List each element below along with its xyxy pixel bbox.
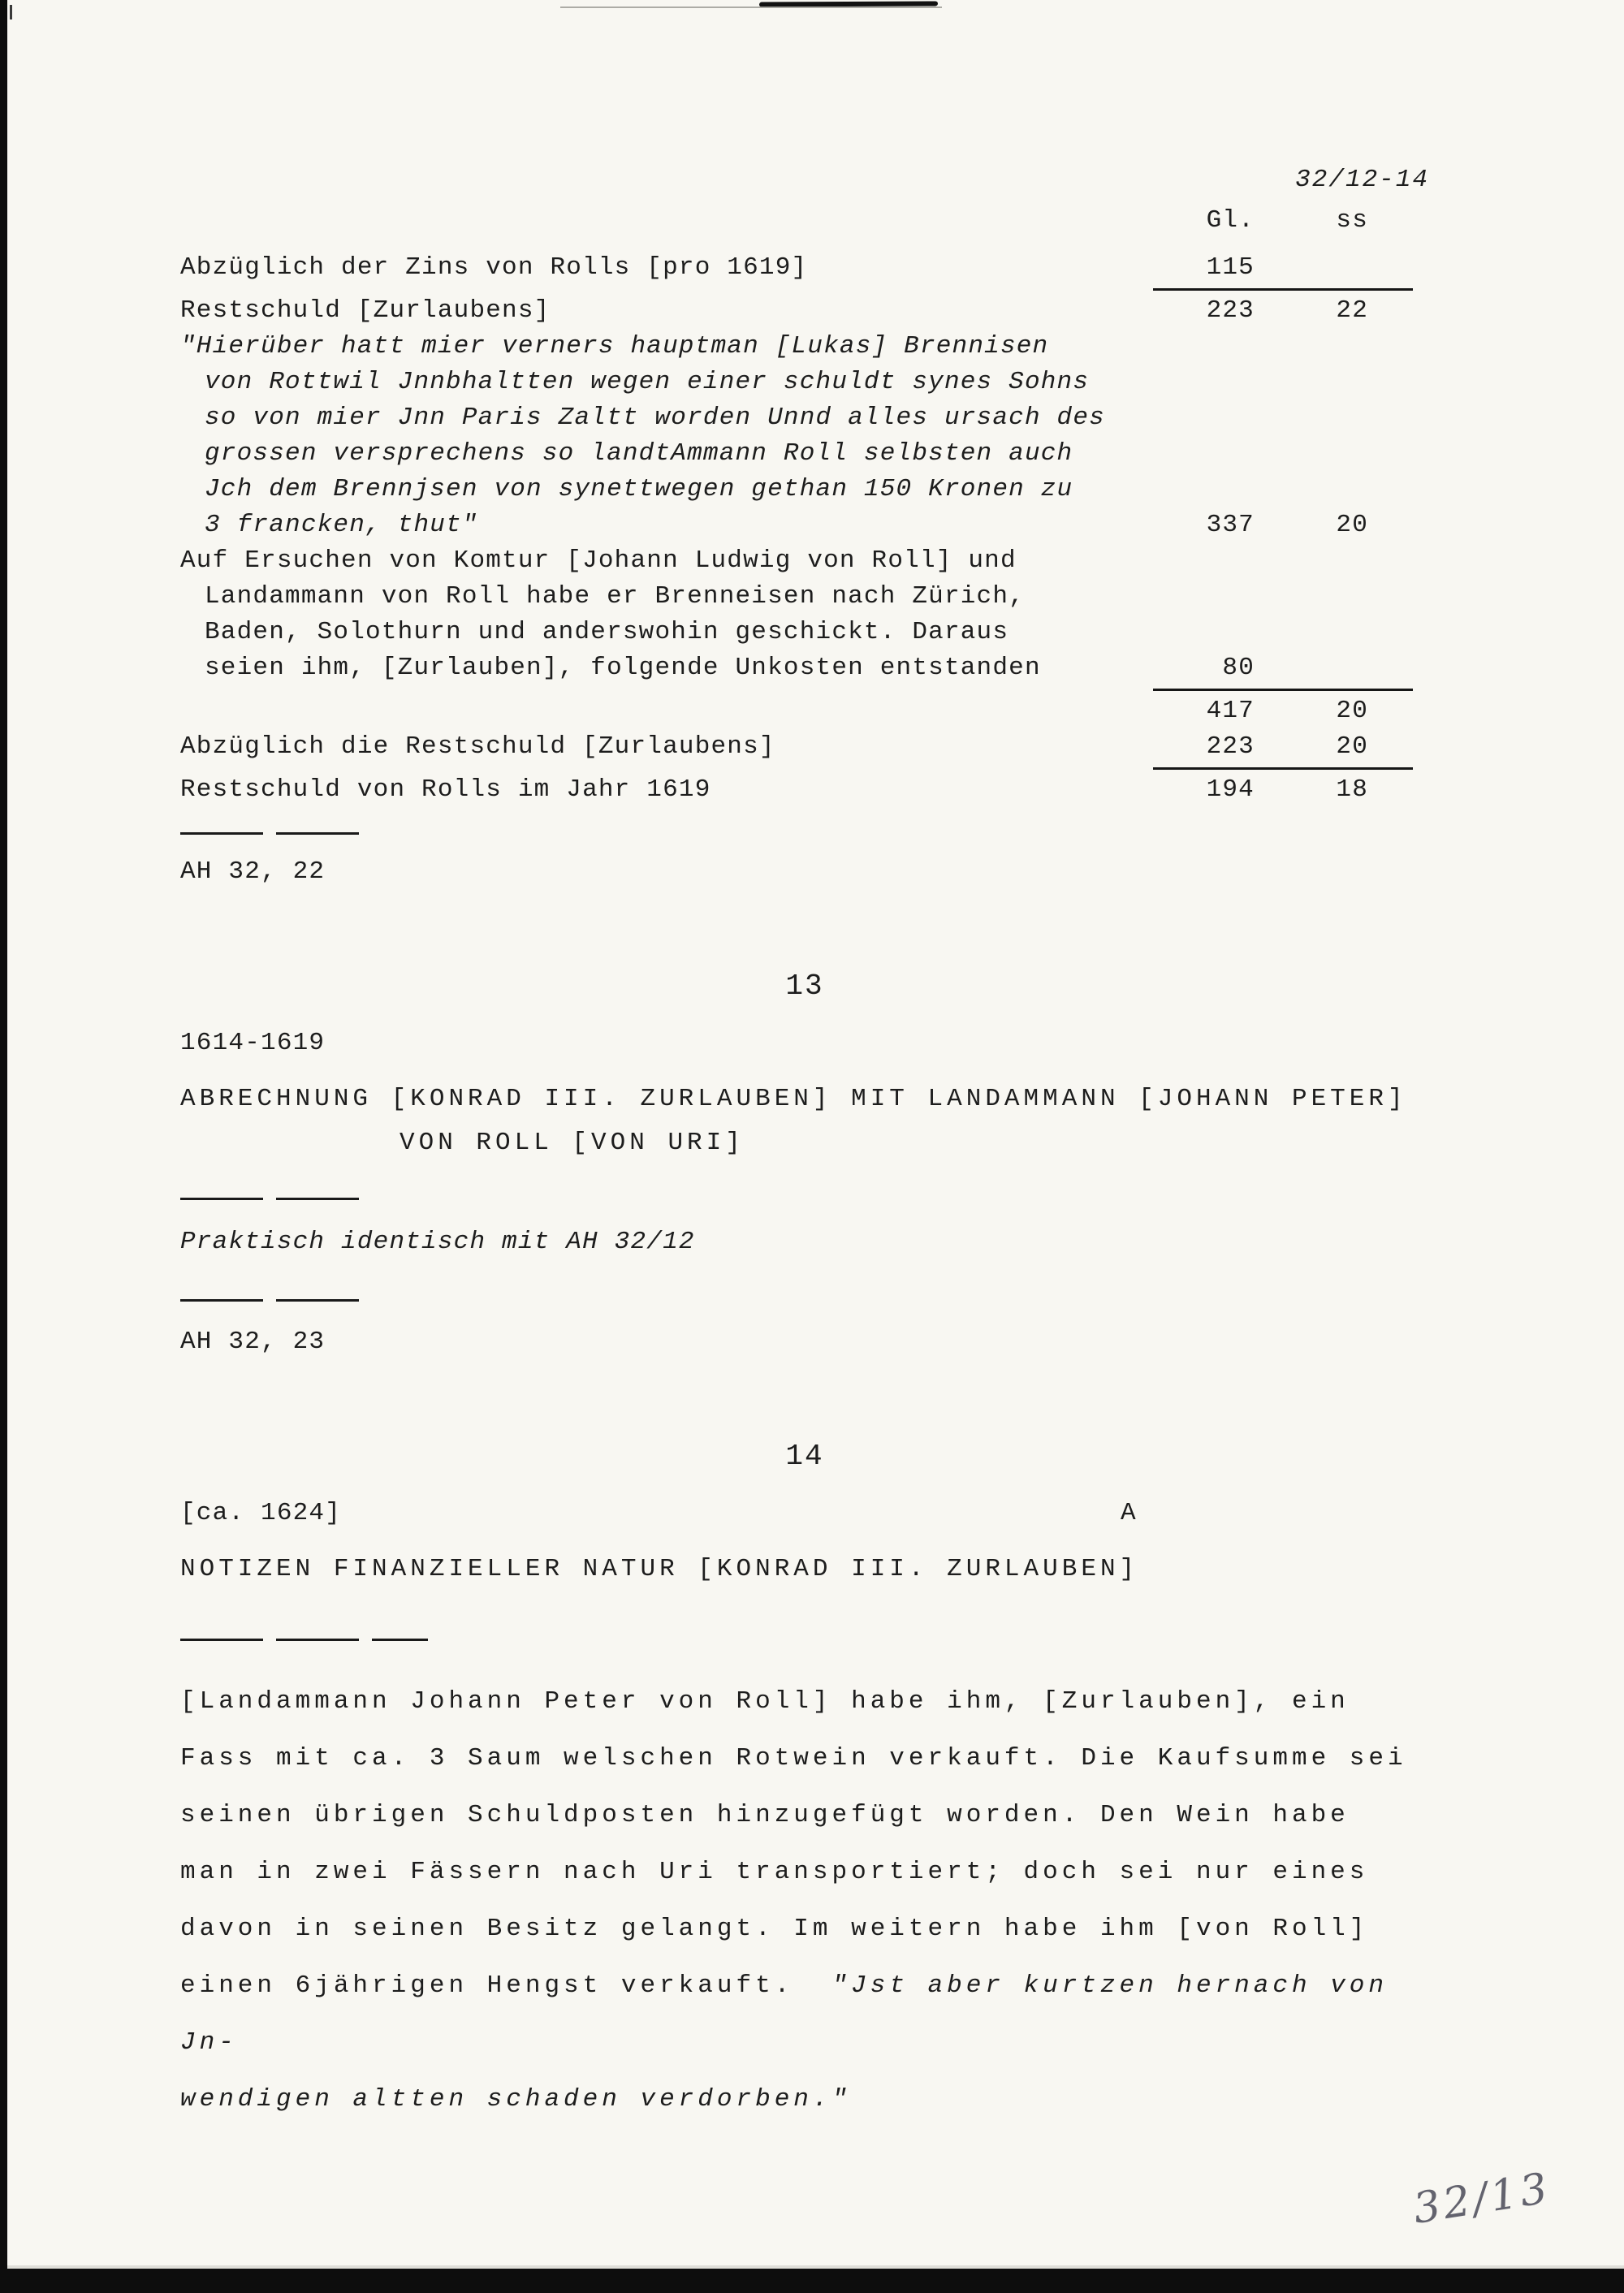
ledger-text-line: seien ihm, [Zurlauben], folgende Unkosten entstanden xyxy=(205,654,1041,682)
ledger-ss-value: 20 xyxy=(1336,511,1368,539)
ledger-gl-value: 223 xyxy=(1206,732,1255,761)
sum-rule xyxy=(1153,689,1413,691)
text-segment: man in zwei Fässern nach Uri transportiert; doch sei nur eines xyxy=(180,1858,1369,1886)
scan-artifact-corner xyxy=(10,5,12,19)
source-citation-ah-32-22: AH 32, 22 xyxy=(180,857,326,886)
ledger-text-line: Abzüglich der Zins von Rolls [pro 1619] xyxy=(180,253,808,282)
ledger-text-line: "Hierüber hatt mier verners hauptman [Lukas] Brennisen xyxy=(180,332,1049,361)
ledger-text-line: so von mier Jnn Paris Zaltt worden Unnd alles ursach des xyxy=(205,404,1105,432)
ledger-entry-text xyxy=(180,329,1149,543)
divider-dashes xyxy=(180,832,365,835)
quoted-text-segment: "Jst aber kurtzen hernach von Jn- xyxy=(180,1971,1407,2057)
body-text-line xyxy=(180,1958,1429,2071)
handwritten-page-number: 32/13 xyxy=(1410,2164,1554,2234)
section-13-number: 13 xyxy=(785,969,824,1003)
section-14-date-line xyxy=(180,1496,1429,1531)
ledger-entry-text xyxy=(180,250,1149,286)
section-13-title-line2: VON ROLL [VON URI] xyxy=(400,1129,745,1157)
section-14-body xyxy=(180,1673,1429,2128)
ledger-text-line: Jch dem Brennjsen von synettwegen gethan 150 Kronen zu xyxy=(205,475,1073,503)
scan-edge-bottom xyxy=(0,2269,1624,2293)
body-text-line xyxy=(180,1787,1429,1844)
text-segment: [Landammann Johann Peter von Roll] habe ihm, [Zurlauben], ein xyxy=(180,1687,1350,1716)
ledger-entry xyxy=(180,772,1429,808)
ledger-entry-text xyxy=(180,772,1149,808)
ledger-column-headers xyxy=(180,203,1429,239)
ledger-text-line: grossen versprechens so landtAmmann Roll selbsten auch xyxy=(205,439,1073,468)
sum-rule xyxy=(1153,767,1413,770)
text-segment: Fass mit ca. 3 Saum welschen Rotwein verkauft. Die Kaufsumme sei xyxy=(180,1744,1407,1773)
ledger-text-line: Baden, Solothurn und anderswohin geschickt. Daraus xyxy=(205,618,1009,646)
col-header-gl: Gl. xyxy=(1206,206,1255,235)
ledger-text-line: Restschuld [Zurlaubens] xyxy=(180,296,551,325)
body-text-line xyxy=(180,1673,1429,1730)
divider-dashes xyxy=(180,1198,365,1200)
ledger-text-line: Auf Ersuchen von Komtur [Johann Ludwig von Roll] und xyxy=(180,546,1017,575)
source-citation-ah-32-23: AH 32, 23 xyxy=(180,1328,326,1356)
sum-rule xyxy=(1153,288,1413,291)
text-segment: einen 6jährigen Hengst verkauft. xyxy=(180,1971,832,2000)
ledger-text-line: 3 francken, thut" xyxy=(205,511,478,539)
divider-dashes xyxy=(180,1639,428,1641)
ledger-text-line: von Rottwil Jnnbhaltten wegen einer schuldt synes Sohns xyxy=(205,368,1090,396)
ledger-entry xyxy=(180,329,1429,543)
quoted-text-segment: wendigen altten schaden verdorben." xyxy=(180,2085,852,2114)
col-header-ss: ss xyxy=(1336,206,1368,235)
ledger-entry xyxy=(180,543,1429,686)
column-header-spacer xyxy=(180,203,1149,239)
ledger-entry xyxy=(180,693,1429,729)
divider-dashes xyxy=(180,1299,365,1302)
ledger-gl-value: 80 xyxy=(1222,654,1255,682)
body-text-line xyxy=(180,1844,1429,1901)
ledger-entry xyxy=(180,250,1429,286)
ledger-entry-text xyxy=(180,729,1149,765)
ledger-gl-value: 337 xyxy=(1206,511,1255,539)
body-text-line xyxy=(180,2071,1429,2128)
text-segment: seinen übrigen Schuldposten hinzugefügt worden. Den Wein habe xyxy=(180,1801,1350,1829)
scan-edge-left xyxy=(0,0,7,2293)
ledger-entry xyxy=(180,729,1429,765)
ledger-ss-value: 20 xyxy=(1336,697,1368,725)
section-14-number: 14 xyxy=(785,1440,824,1473)
ledger-ss-value: 22 xyxy=(1336,296,1368,325)
section-13-note: Praktisch identisch mit AH 32/12 xyxy=(180,1228,695,1256)
body-text-line xyxy=(180,1901,1429,1958)
section-13-title-line1: ABRECHNUNG [KONRAD III. ZURLAUBEN] MIT LANDAMMANN [JOHANN PETER] xyxy=(180,1085,1407,1113)
ledger-gl-value: 223 xyxy=(1206,296,1255,325)
ledger-ss-value: 18 xyxy=(1336,775,1368,804)
section-14-date: [ca. 1624] xyxy=(180,1499,342,1527)
section-14-marker-a: A xyxy=(1121,1499,1137,1527)
ledger-entry xyxy=(180,293,1429,329)
ledger-gl-value: 417 xyxy=(1206,697,1255,725)
scan-artifact-top-faint xyxy=(560,6,942,8)
section-14-title: NOTIZEN FINANZIELLER NATUR [KONRAD III. ZURLAUBEN] xyxy=(180,1555,1139,1583)
body-text-line xyxy=(180,1730,1429,1787)
page-reference: 32/12-14 xyxy=(1295,166,1429,194)
ledger-text-line: Restschuld von Rolls im Jahr 1619 xyxy=(180,775,711,804)
section-13-period: 1614-1619 xyxy=(180,1029,326,1057)
ledger-ss-value: 20 xyxy=(1336,732,1368,761)
ledger-gl-value: 115 xyxy=(1206,253,1255,282)
ledger-table xyxy=(180,250,1429,808)
ledger-text-line: Landammann von Roll habe er Brenneisen nach Zürich, xyxy=(205,582,1025,611)
ledger-gl-value: 194 xyxy=(1206,775,1255,804)
text-segment: davon in seinen Besitz gelangt. Im weitern habe ihm [von Roll] xyxy=(180,1915,1369,1943)
ledger-entry-text xyxy=(180,293,1149,329)
ledger-entry-text xyxy=(180,543,1149,686)
ledger-text-line: Abzüglich die Restschuld [Zurlaubens] xyxy=(180,732,775,761)
